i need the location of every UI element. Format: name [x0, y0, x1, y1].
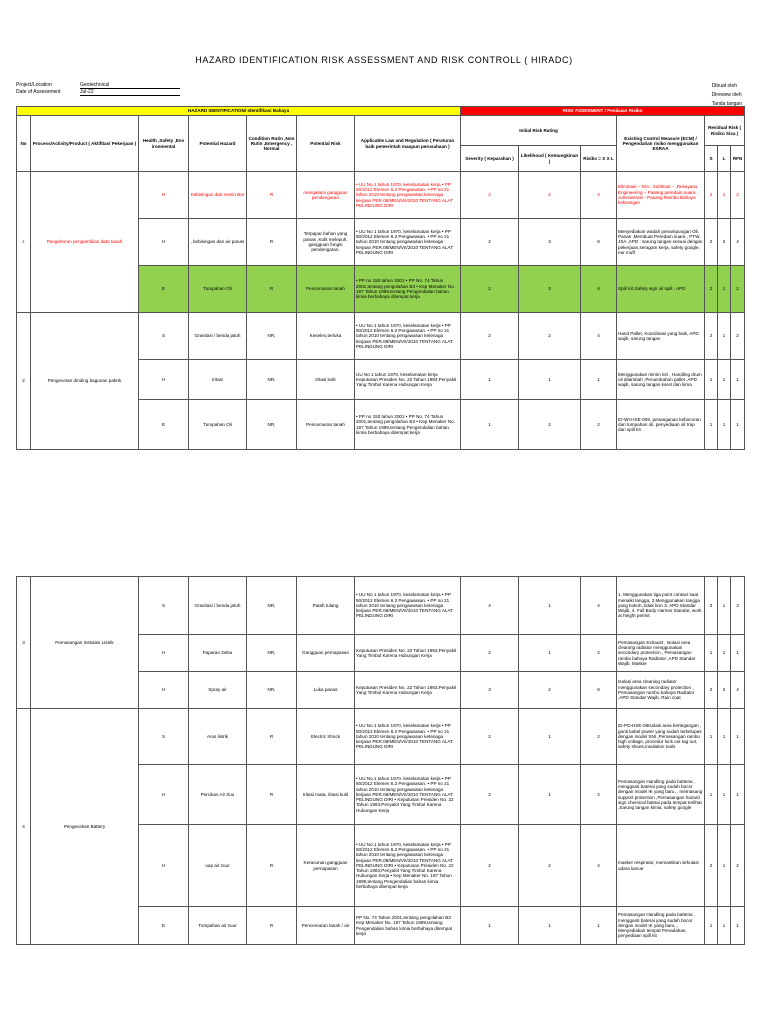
col-control: Existing Control Measure (ECM) / Pengendalian risiko menggunakan ESRAA [617, 116, 705, 172]
row-no: 3 [17, 577, 31, 709]
table-row [17, 709, 745, 765]
condition: NR, [247, 313, 297, 360]
condition: NR, [247, 400, 297, 450]
risiko-value: 4 [581, 172, 617, 219]
hse-type: H [139, 635, 189, 672]
residual-s: 1 [705, 765, 718, 825]
project-meta [16, 82, 180, 89]
applicable-law: • UU No.1 tahun 1970, keselamatan kerja • PP 50/2012 Elemen 6.2 Pengawasan. • PP no 21 tahun 2010 tentang pengawasan ketenaga kerjaan PER.08/MEN/VII/2010 TENTANG ALAT PELINDUNG DIRI • Keputusan Presiden No. 22 Tahun 1993,Penyakit Yang Timbul Karena Hubungan Kerja [355, 765, 461, 825]
process-activity: Pengecekan Battery [31, 709, 139, 945]
residual-rfn: 2 [731, 172, 745, 219]
residual-l: 2 [718, 219, 731, 266]
condition: R [247, 907, 297, 945]
col-process: Process/Activity/Product ( Aktifitas/ Pekerjaan ) [31, 116, 139, 172]
date-meta [16, 89, 180, 96]
residual-l: 1 [718, 360, 731, 400]
residual-l: 1 [718, 266, 731, 313]
residual-s: 2 [705, 219, 718, 266]
document-title: HAZARD IDENTIFICATION RISK ASSESSMENT AND RISK CONTROLL ( HIRADC) [195, 55, 573, 65]
col-severity: Severity ( Keparahan ) [461, 146, 519, 172]
hse-type: E [139, 907, 189, 945]
risiko-value: 4 [581, 577, 617, 635]
potential-hazard: Tumpahan Oli [189, 400, 247, 450]
applicable-law: PP No. 74 Tahun 2001,tentang pengolahan B3 Kep Menaker No. 187 Tahun 1999,tentang Pengendalian bahan kimia berbahaya ditempat kerja [355, 907, 461, 945]
applicable-law: • UU No 1 tahun 1970, keselamatan kerja • PP 50/2012 Elemen 6.2 Pengawasan. • PP no 21 tahun 2010 tentang pengawasan ketenaga kerjaan PER.08/MEN/VII/2010 TENTANG ALAT PELINDUNG DIRI [355, 172, 461, 219]
residual-s: 3 [705, 577, 718, 635]
hse-type: H [139, 360, 189, 400]
potential-hazard: Arus listrik [189, 709, 247, 765]
col-res-l: L [718, 146, 731, 172]
applicable-law: • PP no 150 tahun 2001 • PP No. 74 Tahun 2001,tentang pengolahan B3 • Kep Menaker No. 187 Tahun 1999,tentang Pengendalian bahan kimia berbahaya ditempat kerja [355, 266, 461, 313]
residual-rfn: 4 [731, 219, 745, 266]
severity-value: 1 [461, 907, 519, 945]
applicable-law: • PP no 150 tahun 2001 • PP No. 74 Tahun 2001,tentang pengolahan B3 • Kep Menaker No. 187 Tahun 1999,tentang Pengendalian bahan kimia berbahaya ditempat kerja [355, 400, 461, 450]
control-measure: masker respirator, memastikan sirkulasi udara lancar [617, 825, 705, 907]
potential-hazard: Gravitasi / benda jatuh [189, 313, 247, 360]
risiko-value: 4 [581, 825, 617, 907]
severity-value: 2 [461, 825, 519, 907]
condition: R [247, 172, 297, 219]
residual-l: 1 [718, 400, 731, 450]
col-hazard: Potential Hazard [189, 116, 247, 172]
residual-s: 2 [705, 825, 718, 907]
severity-value: 1 [461, 400, 519, 450]
severity-value: 2 [461, 709, 519, 765]
risiko-value: 4 [581, 313, 617, 360]
table-row [17, 172, 745, 219]
control-measure: Eliminasi – N/A , Subtitusi – ,Rekayasa Engineering – Pasang peredam suara , Administrasi - Pasang Rambu Bahaya kebisingan [617, 172, 705, 219]
applicable-law: • UU No 1 tahun 1970, keselamatan kerja • PP 50/2012 Elemen 6.2 Pengawasan. • PP no 21 tahun 2010 tentang pengawasan ketenaga kerjaan PER.08/MEN/VII/2010 TENTANG ALAT PELINDUNG DIRI [355, 219, 461, 266]
hse-type: H [139, 672, 189, 709]
residual-l: 1 [718, 709, 731, 765]
likelihood-value: 2 [519, 825, 581, 907]
col-res-rfn: RFN [731, 146, 745, 172]
residual-s: 2 [705, 672, 718, 709]
residual-rfn: 1 [731, 907, 745, 945]
date-label: Date of Assessment [16, 89, 61, 95]
risiko-value: 1 [581, 907, 617, 945]
risk-assessment-band: RISK ASSESMENT / Penilaian Risiko [461, 107, 745, 116]
control-measure: Spill Kit,Safety sign oil spill , APD [617, 266, 705, 313]
likelihood-value: 1 [519, 635, 581, 672]
risiko-value: 6 [581, 219, 617, 266]
potential-risk: Electric Shock [297, 709, 355, 765]
potential-hazard: , kebisingan dan air panas [189, 219, 247, 266]
col-risk: Potential Risk [297, 116, 355, 172]
residual-l: 2 [718, 672, 731, 709]
hse-type: H [139, 765, 189, 825]
condition: R [247, 825, 297, 907]
residual-s: 2 [705, 266, 718, 313]
residual-s: 1 [705, 907, 718, 945]
residual-l: 1 [718, 825, 731, 907]
hse-type: S [139, 577, 189, 635]
hse-type: H [139, 172, 189, 219]
hse-type: E [139, 266, 189, 313]
potential-hazard: Spray air [189, 672, 247, 709]
residual-rfn: 1 [731, 360, 745, 400]
residual-rfn: 1 [731, 709, 745, 765]
severity-value: 2 [461, 266, 519, 313]
table-row [17, 313, 745, 360]
residual-rfn: 2 [731, 825, 745, 907]
residual-s: 2 [705, 313, 718, 360]
residual-rfn: 1 [731, 765, 745, 825]
control-measure: Menyediakan wadah penampungan Oli. Panas ,Membuat Peredam suara , PTW, JSA ,APD : sarung tangan sesuai dengan pekerjaan,seragam kerja, safety google, ear muff. [617, 219, 705, 266]
applicable-law: UU No 1 tahun 1970, keselamatan kerja Keputusan Presiden No. 22 Tahun 1993,Penyakit Yang Timbul Karena Hubungan Kerja [355, 360, 461, 400]
potential-risk: Terpapar bahan yang panas ,Kulit melepuh, gangguan fungsi pendengaran. [297, 219, 355, 266]
likelihood-value: 2 [519, 172, 581, 219]
residual-rfn: 1 [731, 400, 745, 450]
likelihood-value: 2 [519, 672, 581, 709]
control-measure: Pemasangan Handling pada batterai , mengganti baterai yang sudah bocor dengan model IK yang baru, , Menyediakan tempat Penadahan, penyediaan spill kit [617, 907, 705, 945]
potential-hazard: Kebisingan dari mesin Bor [189, 172, 247, 219]
likelihood-value: 3 [519, 219, 581, 266]
applicable-law: • UU No 1 tahun 1970, keselamatan kerja • PP 50/2012 Elemen 6.2 Pengawasan. • PP no 21 tahun 2010 tentang pengawasan ketenaga kerjaan PER.08/MEN/VII/2010 TENTANG ALAT PELINDUNG DIRI [355, 577, 461, 635]
col-hse: Health ,Safety ,Env ironmental [139, 116, 189, 172]
likelihood-value: 1 [519, 577, 581, 635]
control-measure: Isolasi area cleaning radiator menggunakan secondary protection , Pemasangan rambu bahaya Radiator ,APD Standar Wajib, Rain coat [617, 672, 705, 709]
applicable-law: • UU No 1 tahun 1970, keselamatan kerja • PP 50/2012 Elemen 6.2 Pengawasan. • PP no 21 tahun 2010 tentang pengawasan ketenaga kerjaan PER.08/MEN/VII/2010 TENTANG ALAT PELINDUNG DIRI [355, 313, 461, 360]
potential-hazard: uap air zuur [189, 825, 247, 907]
residual-s: 1 [705, 709, 718, 765]
date-value: Jul-22 [80, 89, 180, 96]
potential-risk: mengalami gangguan pendengaran [297, 172, 355, 219]
potential-risk: Patah tulang [297, 577, 355, 635]
col-condition: Condition Rutin ,Non Rutin ,Emergency , Normal [247, 116, 297, 172]
col-res-s: S [705, 146, 718, 172]
hse-type: S [139, 313, 189, 360]
residual-rfn: 2 [731, 313, 745, 360]
applicable-law: Keputusan Presiden No. 22 Tahun 1993,Penyakit Yang Timbul Karena Hubungan Kerja [355, 672, 461, 709]
residual-s: 1 [705, 635, 718, 672]
control-measure: Hand Pallet, Koordinasi yang baik, APD wajib, sarung tangan [617, 313, 705, 360]
table-row [17, 577, 745, 635]
hiradc-table-page1 [16, 106, 745, 450]
condition: NR, [247, 360, 297, 400]
hiradc-table-page2 [16, 576, 745, 945]
process-activity: Pengeboran pengambilan data tanah [31, 172, 139, 313]
severity-value: 2 [461, 635, 519, 672]
likelihood-value: 1 [519, 907, 581, 945]
control-measure: ID-WI-HSE-008, penanganan kebocoran dan tumpahan oli, penyediaan oil trap dan spill kit [617, 400, 705, 450]
residual-s: 2 [705, 172, 718, 219]
hse-type: S [139, 709, 189, 765]
potential-risk: Iritasi kulit [297, 360, 355, 400]
direview-label: Direview oleh [711, 92, 742, 98]
condition: R [247, 765, 297, 825]
condition: NR, [247, 672, 297, 709]
dibuat-label: Dibuat oleh [711, 83, 737, 89]
potential-risk: Iritasi mata, iritasi kulit [297, 765, 355, 825]
potential-risk: Pencemaran tanah / air [297, 907, 355, 945]
condition: NR, [247, 635, 297, 672]
severity-value: 1 [461, 360, 519, 400]
residual-rfn: 1 [731, 635, 745, 672]
control-measure: Menggunakan minim lori , Handling drum oil ditambah ,Penambahan pallet ,APD wajib, sarung tangan karet dan kima [617, 360, 705, 400]
residual-rfn: 2 [731, 266, 745, 313]
severity-value: 2 [461, 219, 519, 266]
potential-hazard: Iritasi [189, 360, 247, 400]
residual-l: 1 [718, 172, 731, 219]
risiko-value: 2 [581, 765, 617, 825]
signature-block [712, 82, 742, 109]
risiko-value: 2 [581, 635, 617, 672]
hazard-identification-band: HAZARD IDENTIFICATION/ Identifikasi Bahaya [17, 107, 461, 116]
residual-s: 1 [705, 400, 718, 450]
process-activity: Pemasangan Instalasi Listrik [31, 577, 139, 709]
col-risiko: Risiko = S X L [581, 146, 617, 172]
control-measure: Pemasangan Handling pada batterai , mengganti baterai yang sudah bocor dengan model IK yang baru, , memasang support protection ,Pemasangan hazard sign chemical battrai pada tempat terlihat ,Sarung tangan kimia, safety google [617, 765, 705, 825]
applicable-law: • UU No.1 tahun 1970, keselamatan kerja • PP 50/2012 Elemen 6.2 Pengawasan. • PP no 21 tahun 2010 tentang pengawasan ketenaga kerjaan PER.08/MEN/VII/2010 TENTANG ALAT PELINDUNG DIRI • Keputusan Presiden No. 22 Tahun 1993,Penyakit Yang Timbul Karena Hubungan Kerja • Kep Menaker No. 187 Tahun 1999,tentang Pengendalian bahan kimia berbahaya ditempat kerja [355, 825, 461, 907]
risiko-value: 2 [581, 400, 617, 450]
col-law: Applicable Law and Regulation ( Peraturan baik pemerintah maupun perusahaan ) [355, 116, 461, 172]
severity-value: 2 [461, 313, 519, 360]
likelihood-value: 1 [519, 765, 581, 825]
control-measure: ID-PD-HSE-08Isolasi area bertegangan , ganti kabel power yang sudah terkelupas dengan model SNI ,Pemasangan rambu high voltage, procedur lock out tag out, safety shoes,insulation tools [617, 709, 705, 765]
potential-hazard: Tumpahan air zuur [189, 907, 247, 945]
residual-l: 1 [718, 765, 731, 825]
condition: R [247, 266, 297, 313]
potential-hazard: Paparan Debu [189, 635, 247, 672]
hse-type: H [139, 219, 189, 266]
residual-l: 1 [718, 577, 731, 635]
project-value: Geotechnical [80, 82, 180, 89]
likelihood-value: 1 [519, 709, 581, 765]
row-no: 4 [17, 709, 31, 945]
residual-rfn: 3 [731, 577, 745, 635]
col-likelihood: Likelihood ( Kemungkinan ) [519, 146, 581, 172]
severity-value: 2 [461, 172, 519, 219]
residual-l: 1 [718, 635, 731, 672]
severity-value: 2 [461, 765, 519, 825]
risiko-value: 6 [581, 672, 617, 709]
row-no: 2 [17, 313, 31, 450]
residual-l: 1 [718, 907, 731, 945]
potential-risk: Keracunan,gangguan pernapasan [297, 825, 355, 907]
potential-risk: Keseleo,terluka [297, 313, 355, 360]
risiko-value: 6 [581, 266, 617, 313]
condition: R [247, 709, 297, 765]
col-initial-risk: Initial Risk Rating [461, 116, 617, 146]
potential-risk: Pencemaran tanah [297, 266, 355, 313]
applicable-law: • UU No 1 tahun 1970, keselamatan kerja • PP 50/2012 Elemen 6.2 Pengawasan. • PP no 21 tahun 2010 tentang pengawasan ketenaga kerjaan PER.08/MEN/VII/2010 TENTANG ALAT PELINDUNG DIRI [355, 709, 461, 765]
potential-risk: Luka panas [297, 672, 355, 709]
residual-l: 1 [718, 313, 731, 360]
potential-risk: Pencemaran tanah [297, 400, 355, 450]
condition: R [247, 219, 297, 266]
risiko-value: 2 [581, 709, 617, 765]
potential-hazard: Gravitasi / benda jatuh [189, 577, 247, 635]
hse-type: E [139, 400, 189, 450]
col-residual: Residual Risk ( Risiko Sisa ) [705, 116, 745, 146]
hse-type: H [139, 825, 189, 907]
severity-value: 3 [461, 672, 519, 709]
potential-hazard: Tumpahan Oli [189, 266, 247, 313]
likelihood-value: 1 [519, 360, 581, 400]
applicable-law: Keputusan Presiden No. 22 Tahun 1993,Penyakit Yang Timbul Karena Hubungan Kerja [355, 635, 461, 672]
condition: NR, [247, 577, 297, 635]
row-no: 1 [17, 172, 31, 313]
severity-value: 4 [461, 577, 519, 635]
control-measure: Pemasangan Exhaust , Isolasi area cleaning radiator menggunakan secondary protection , Pemasangan rambu bahaya Radiator ,APD Standar Wajib, Masker [617, 635, 705, 672]
risiko-value: 1 [581, 360, 617, 400]
control-measure: 1. Menggunakan tiga point contact saat menaiki tangga, 2.Menggunakan tangga yang kokoh, tidak licin 3. APD Standar Wajib, 4. Full Body Harnes Standar, work at height permit [617, 577, 705, 635]
likelihood-value: 2 [519, 400, 581, 450]
likelihood-value: 2 [519, 313, 581, 360]
residual-s: 1 [705, 360, 718, 400]
col-no: No [17, 116, 31, 172]
likelihood-value: 3 [519, 266, 581, 313]
tanda-label: Tanda tangan [711, 101, 742, 107]
process-activity: Pengecetan dinding bagunan pabrik [31, 313, 139, 450]
residual-rfn: 4 [731, 672, 745, 709]
potential-risk: Gangguan pernapasan [297, 635, 355, 672]
potential-hazard: Percikan Air Zuu [189, 765, 247, 825]
project-label: Project/Location [16, 82, 52, 88]
